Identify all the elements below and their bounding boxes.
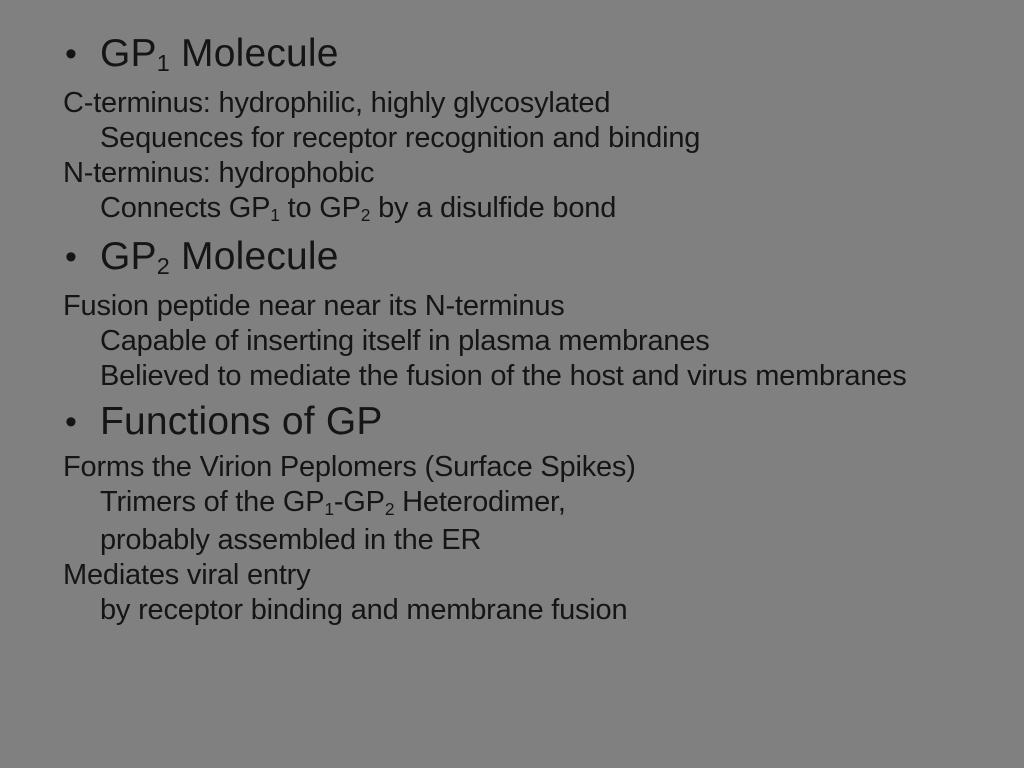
text-segment: by receptor binding and membrane fusion bbox=[100, 594, 628, 626]
subscript-text: 1 bbox=[270, 204, 280, 225]
text-segment: GP bbox=[100, 32, 157, 75]
heading-line bbox=[63, 394, 1004, 450]
heading-line bbox=[63, 229, 1004, 289]
text-segment: N-terminus: hydrophobic bbox=[63, 157, 375, 189]
text-segment: C-terminus: hydrophilic, highly glycosylated bbox=[63, 87, 611, 119]
body-line bbox=[63, 191, 1004, 229]
body-line bbox=[63, 450, 1004, 485]
subscript-text: 1 bbox=[156, 50, 170, 77]
text-segment: Sequences for receptor recognition and binding bbox=[100, 122, 701, 154]
text-segment: Trimers of the GP bbox=[100, 486, 325, 518]
text-segment: Capable of inserting itself in plasma membranes bbox=[100, 325, 710, 357]
subscript-text: 2 bbox=[156, 253, 170, 280]
body-line bbox=[63, 593, 1004, 628]
text-segment: Connects GP bbox=[100, 192, 271, 224]
body-line bbox=[63, 324, 1004, 359]
slide-content bbox=[63, 26, 1004, 628]
heading-line bbox=[63, 26, 1004, 86]
text-segment: Mediates viral entry bbox=[63, 559, 311, 591]
bullet-icon: • bbox=[65, 238, 78, 276]
text-segment: -GP bbox=[333, 486, 385, 518]
body-line bbox=[63, 289, 1004, 324]
subscript-text: 1 bbox=[324, 498, 334, 519]
text-segment: Forms the Virion Peplomers (Surface Spikes) bbox=[63, 451, 636, 483]
subscript-text: 2 bbox=[384, 498, 395, 519]
body-line bbox=[63, 86, 1004, 121]
text-segment: Believed to mediate the fusion of the host and virus membranes bbox=[100, 360, 907, 392]
body-line bbox=[63, 485, 1004, 523]
text-segment: Functions of GP bbox=[100, 400, 383, 443]
subscript-text: 2 bbox=[360, 204, 371, 225]
text-segment: Fusion peptide near near its N-terminus bbox=[63, 290, 565, 322]
text-segment: by a disulfide bond bbox=[370, 192, 617, 224]
bullet-icon: • bbox=[65, 35, 78, 73]
body-line bbox=[63, 558, 1004, 593]
text-segment: Molecule bbox=[169, 32, 339, 75]
body-line bbox=[63, 359, 1004, 394]
text-segment: Heterodimer, bbox=[394, 486, 566, 518]
bullet-icon: • bbox=[65, 403, 78, 441]
text-segment: to GP bbox=[279, 192, 361, 224]
text-segment: Molecule bbox=[169, 235, 339, 278]
text-segment: probably assembled in the ER bbox=[100, 524, 482, 556]
text-segment: GP bbox=[100, 235, 157, 278]
body-line bbox=[63, 121, 1004, 156]
body-line bbox=[63, 523, 1004, 558]
body-line bbox=[63, 156, 1004, 191]
